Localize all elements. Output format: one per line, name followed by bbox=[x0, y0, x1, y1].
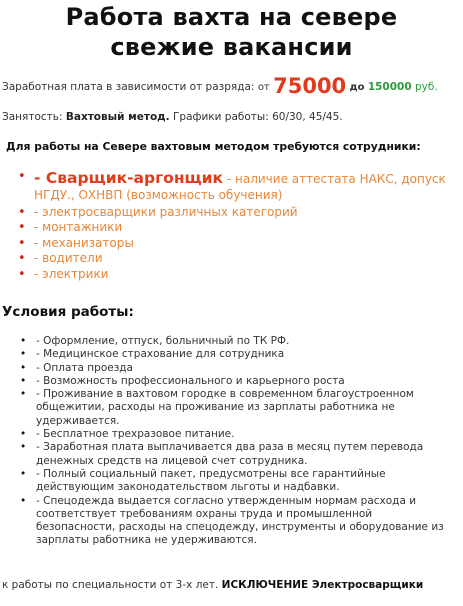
list-item bbox=[18, 169, 458, 204]
title-line-2: свежие вакансии bbox=[110, 33, 353, 61]
list-item: • - монтажники bbox=[18, 220, 458, 236]
footer-exception: ИСКЛЮЧЕНИЕ Электросварщики bbox=[221, 579, 424, 591]
list-item: • - Заработная плата выплачивается два раза в месяц путем перевода денежных средств на лицевой счет сотрудника. bbox=[20, 441, 450, 468]
list-item: • - электрики bbox=[18, 267, 458, 283]
list-item: • - Возможность профессионального и карьерного роста bbox=[20, 375, 450, 388]
job-detail: - наличие аттестата НАКС, допуск НГДУ., ОХНВП (возможность обучения) bbox=[34, 172, 446, 202]
footer-text: к работы по специальности от 3-х лет. bbox=[2, 579, 219, 591]
salary-min: 75000 bbox=[273, 74, 347, 98]
list-item: • - электросварщики различных категорий bbox=[18, 205, 458, 221]
employment-schedules: Графики работы: 60/30, 45/45. bbox=[173, 111, 343, 123]
list-item: • - Оформление, отпуск, больничный по ТК РФ. bbox=[20, 335, 450, 348]
list-item: • - водители bbox=[18, 251, 458, 267]
employment-label: Занятость: bbox=[2, 111, 63, 123]
list-item: • - Медицинское страхование для сотрудника bbox=[20, 348, 450, 361]
jobs-list bbox=[18, 169, 458, 282]
salary-label: Заработная плата в зависимости от разряда: bbox=[2, 81, 255, 93]
salary-max: 150000 bbox=[367, 81, 412, 93]
salary-line bbox=[2, 74, 463, 98]
footer-line bbox=[2, 579, 423, 591]
salary-to-word: до bbox=[349, 82, 365, 93]
employment-method: Вахтовый метод. bbox=[65, 111, 170, 123]
job-title: - Сварщик-аргонщик bbox=[34, 169, 224, 187]
list-item: • - механизаторы bbox=[18, 236, 458, 252]
list-item: • - Спецодежда выдается согласно утвержденным нормам расхода и соответствует требованиям охраны труда и промышленной безопасности, расходы на спецодежду, инструменты и оборудование из зарплаты работника не удерживаются. bbox=[20, 495, 450, 548]
employment-line bbox=[2, 111, 343, 123]
conditions-list bbox=[20, 335, 450, 548]
required-heading: Для работы на Севере вахтовым методом требуются сотрудники: bbox=[6, 140, 421, 153]
title-line-1: Работа вахта на севере bbox=[65, 3, 398, 31]
conditions-heading: Условия работы: bbox=[2, 304, 134, 320]
list-item: • - Бесплатное трехразовое питание. bbox=[20, 428, 450, 441]
salary-from-word: от bbox=[257, 82, 270, 93]
list-item: • - Проживание в вахтовом городке в современном благоустроенном общежитии, расходы на проживание из зарплаты работника не удерживается. bbox=[20, 388, 450, 428]
list-item: • - Полный социальный пакет, предусмотрены все гарантийные действующим законодательством льготы и надбавки. bbox=[20, 468, 450, 495]
list-item: • - Оплата проезда bbox=[20, 362, 450, 375]
page-title bbox=[0, 2, 463, 62]
salary-currency: руб. bbox=[415, 81, 438, 93]
